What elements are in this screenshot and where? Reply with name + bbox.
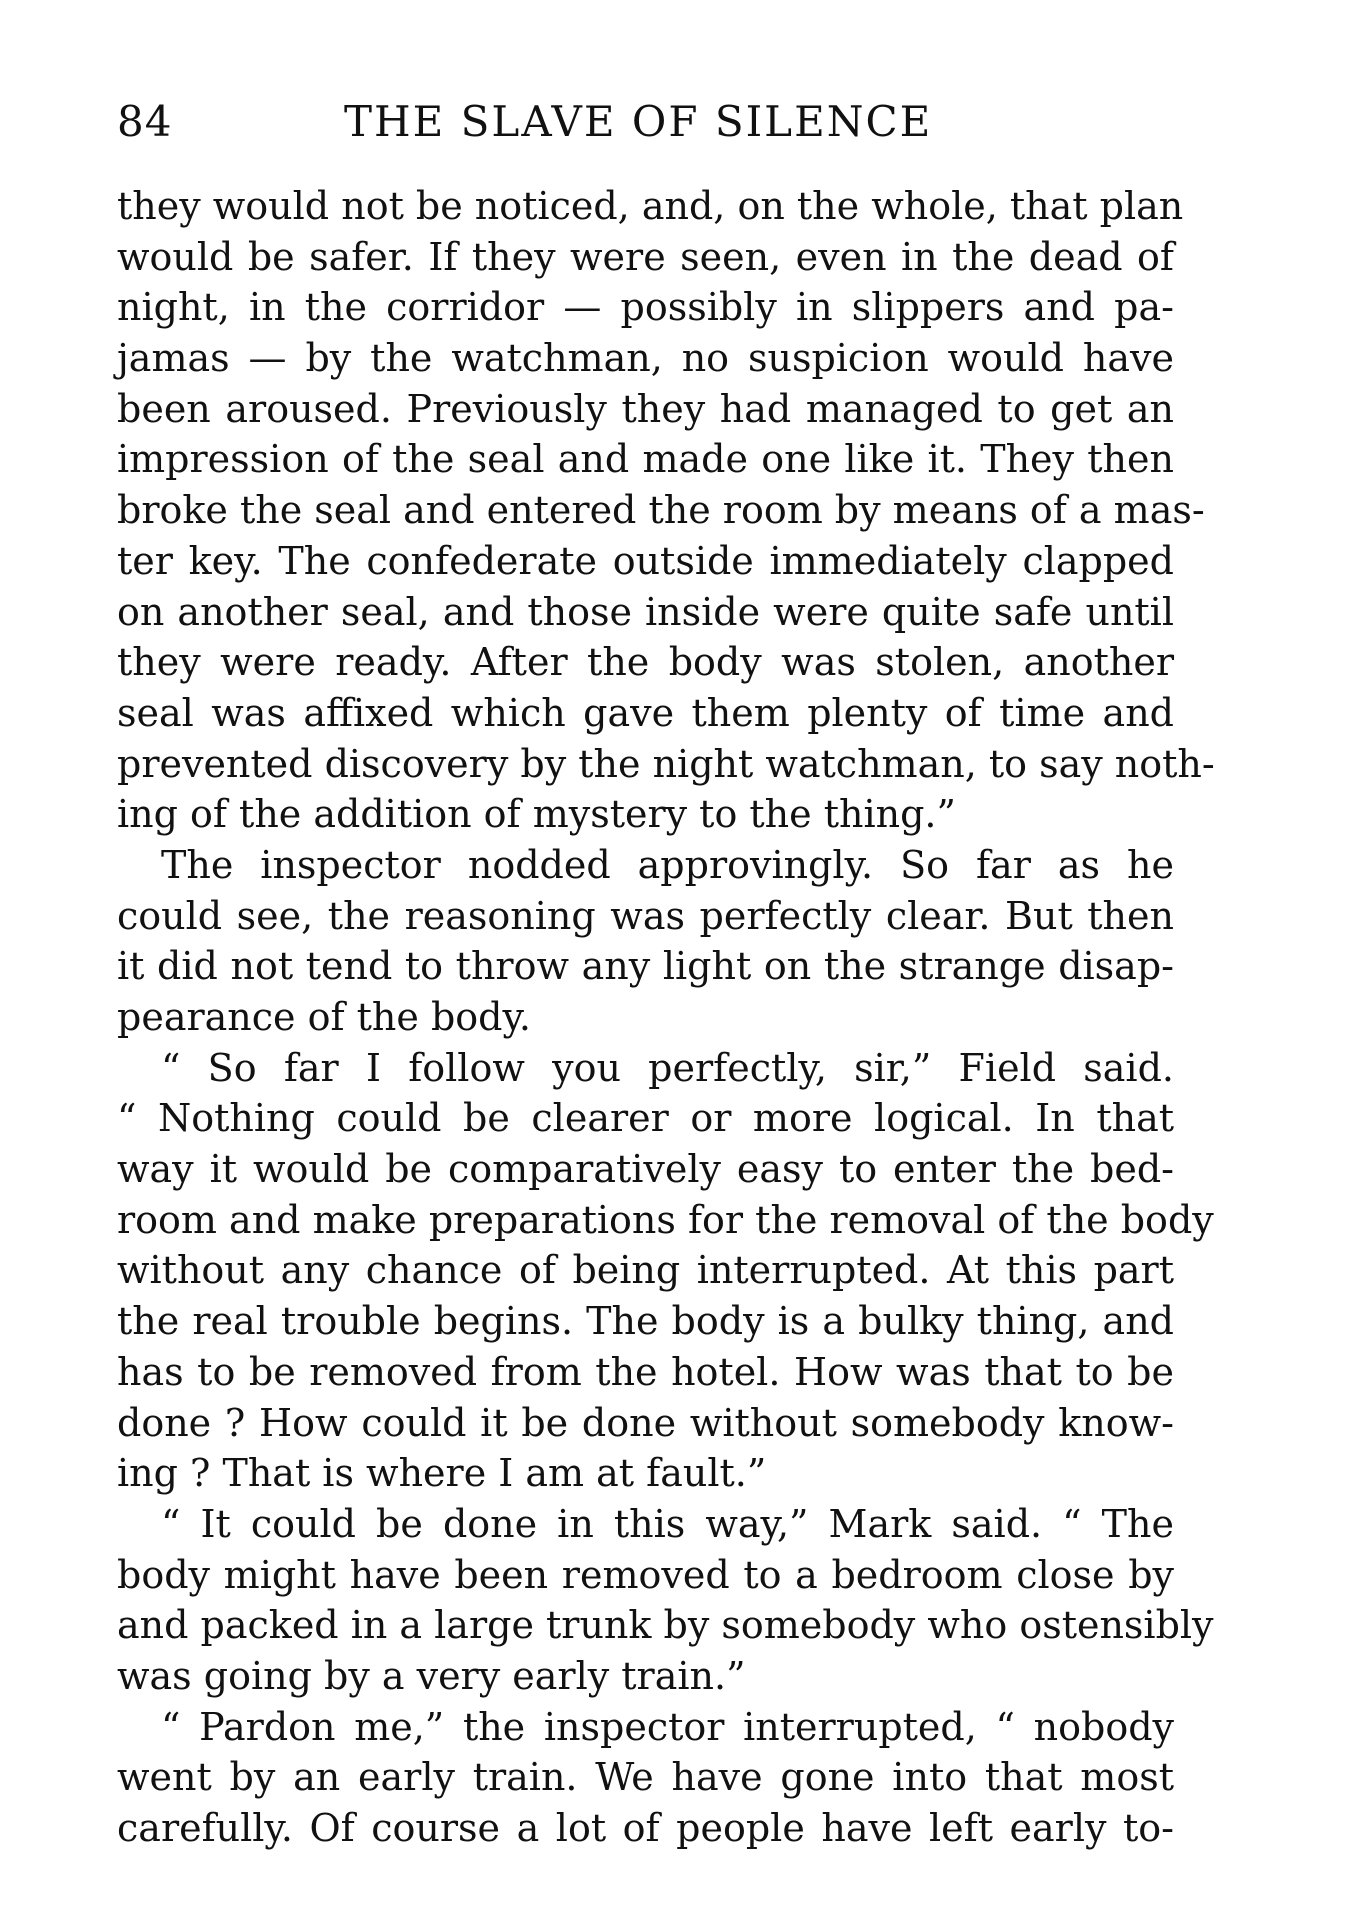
text-line: room and make preparations for the removal of the body bbox=[117, 1197, 1214, 1242]
text-line: and packed in a large trunk by somebody who ostensibly bbox=[117, 1603, 1214, 1648]
text-line: been aroused. Previously they had managed to get an bbox=[117, 386, 1174, 431]
text-line: they would not be noticed, and, on the whole, that plan bbox=[117, 184, 1184, 228]
running-head bbox=[117, 92, 1174, 152]
text-line: could see, the reasoning was perfectly clear. But then bbox=[117, 893, 1174, 938]
text-line: went by an early train. We have gone into that most bbox=[117, 1755, 1174, 1800]
text-line: has to be removed from the hotel. How was that to be bbox=[117, 1349, 1174, 1394]
text-line: ter key. The confederate outside immediately clapped bbox=[117, 538, 1174, 583]
text-line: done ? How could it be done without somebody know- bbox=[117, 1400, 1174, 1445]
text-line: ing ? That is where I am at fault.” bbox=[117, 1451, 767, 1496]
text-line: without any chance of being interrupted. At this part bbox=[117, 1248, 1174, 1293]
text-line: night, in the corridor — possibly in slippers and pa- bbox=[117, 285, 1174, 330]
text-line: carefully. Of course a lot of people have left early to- bbox=[117, 1806, 1174, 1850]
text-line: was going by a very early train.” bbox=[117, 1653, 746, 1698]
text-line: they were ready. After the body was stolen, another bbox=[117, 640, 1174, 685]
text-line: would be safer. If they were seen, even in the dead of bbox=[117, 234, 1174, 279]
text-line: broke the seal and entered the room by means of a mas- bbox=[117, 488, 1205, 533]
text-line: pearance of the body. bbox=[117, 995, 531, 1039]
text-line: ing of the addition of mystery to the thing.” bbox=[117, 792, 956, 837]
text-line: the real trouble begins. The body is a bulky thing, and bbox=[117, 1299, 1174, 1344]
text-line: it did not tend to throw any light on the strange disap- bbox=[117, 944, 1174, 989]
text-line: “ Pardon me,” the inspector interrupted, “ nobody bbox=[161, 1704, 1174, 1749]
text-line: prevented discovery by the night watchman, to say noth- bbox=[117, 741, 1215, 786]
book-title: THE SLAVE OF SILENCE bbox=[344, 97, 933, 146]
text-line: “ It could be done in this way,” Mark said. “ The bbox=[161, 1501, 1174, 1546]
text-line: The inspector nodded approvingly. So far as he bbox=[161, 842, 1174, 887]
text-line: jamas — by the watchman, no suspicion would have bbox=[117, 336, 1174, 381]
text-line: way it would be comparatively easy to enter the bed- bbox=[117, 1147, 1174, 1192]
text-line: body might have been removed to a bedroom close by bbox=[117, 1552, 1174, 1597]
text-line: impression of the seal and made one like it. They then bbox=[117, 437, 1174, 482]
text-line: “ So far I follow you perfectly, sir,” Field said. bbox=[161, 1045, 1174, 1090]
page-number: 84 bbox=[117, 97, 173, 146]
text-line: seal was affixed which gave them plenty of time and bbox=[117, 690, 1174, 735]
text-line: “ Nothing could be clearer or more logical. In that bbox=[117, 1096, 1174, 1141]
text-line: on another seal, and those inside were quite safe until bbox=[117, 589, 1174, 634]
body-text bbox=[117, 181, 1215, 1854]
